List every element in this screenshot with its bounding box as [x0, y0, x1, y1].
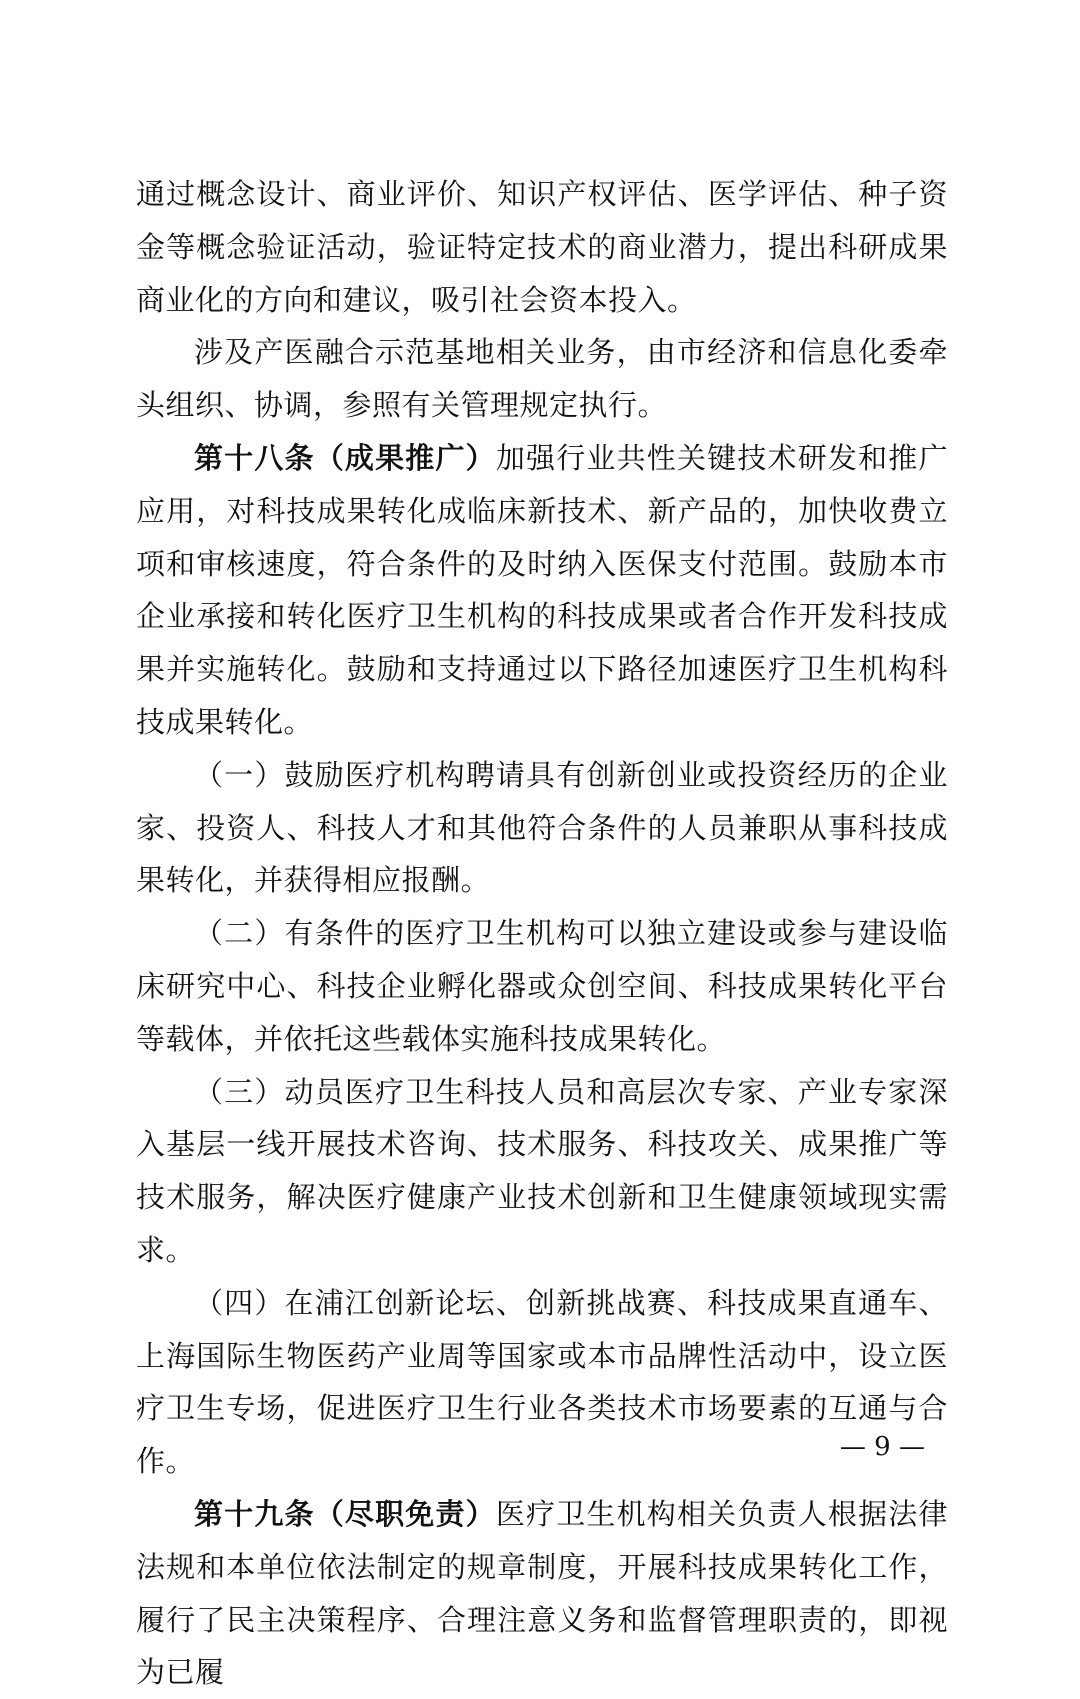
article-18-heading: 第十八条（成果推广）: [194, 440, 496, 475]
item-1-paragraph: [136, 749, 948, 907]
page-number: — 9 —: [839, 1432, 925, 1462]
paragraph-text: 加强行业共性关键技术研发和推广应用，对科技成果转化成临床新技术、新产品的，加快收费立项和审核速度，符合条件的及时纳入医保支付范围。鼓励本市企业承接和转化医疗卫生机构的科技成果或者合作开发科技成果并实施转化。鼓励和支持通过以下路径加速医疗卫生机构科技成果转化。: [136, 440, 948, 739]
article-18-paragraph: [136, 432, 948, 749]
paragraph-2: [136, 326, 948, 432]
article-19-heading: 第十九条（尽职免责）: [194, 1496, 496, 1531]
document-body: [136, 168, 948, 1699]
item-2-paragraph: [136, 907, 948, 1065]
paragraph-text: （四）在浦江创新论坛、创新挑战赛、科技成果直通车、上海国际生物医药产业周等国家或本市品牌性活动中，设立医疗卫生专场，促进医疗卫生行业各类技术市场要素的互通与合作。: [136, 1285, 948, 1479]
paragraph-text: 涉及产医融合示范基地相关业务，由市经济和信息化委牵头组织、协调，参照有关管理规定执行。: [136, 335, 948, 423]
paragraph-text: 通过概念设计、商业评价、知识产权评估、医学评估、种子资金等概念验证活动，验证特定技术的商业潜力，提出科研成果商业化的方向和建议，吸引社会资本投入。: [136, 177, 948, 317]
paragraph-text: （三）动员医疗卫生科技人员和高层次专家、产业专家深入基层一线开展技术咨询、技术服务、科技攻关、成果推广等技术服务，解决医疗健康产业技术创新和卫生健康领域现实需求。: [136, 1074, 948, 1267]
item-3-paragraph: [136, 1066, 948, 1277]
article-19-paragraph: [136, 1488, 948, 1699]
paragraph-text: （一）鼓励医疗机构聘请具有创新创业或投资经历的企业家、投资人、科技人才和其他符合条件的人员兼职从事科技成果转化，并获得相应报酬。: [136, 757, 948, 898]
paragraph-text: 医疗卫生机构相关负责人根据法律法规和本单位依法制定的规章制度，开展科技成果转化工作，履行了民主决策程序、合理注意义务和监督管理职责的，即视为已履: [136, 1496, 948, 1690]
paragraph-text: （二）有条件的医疗卫生机构可以独立建设或参与建设临床研究中心、科技企业孵化器或众创空间、科技成果转化平台等载体，并依托这些载体实施科技成果转化。: [136, 916, 948, 1056]
paragraph-1: [136, 168, 948, 326]
